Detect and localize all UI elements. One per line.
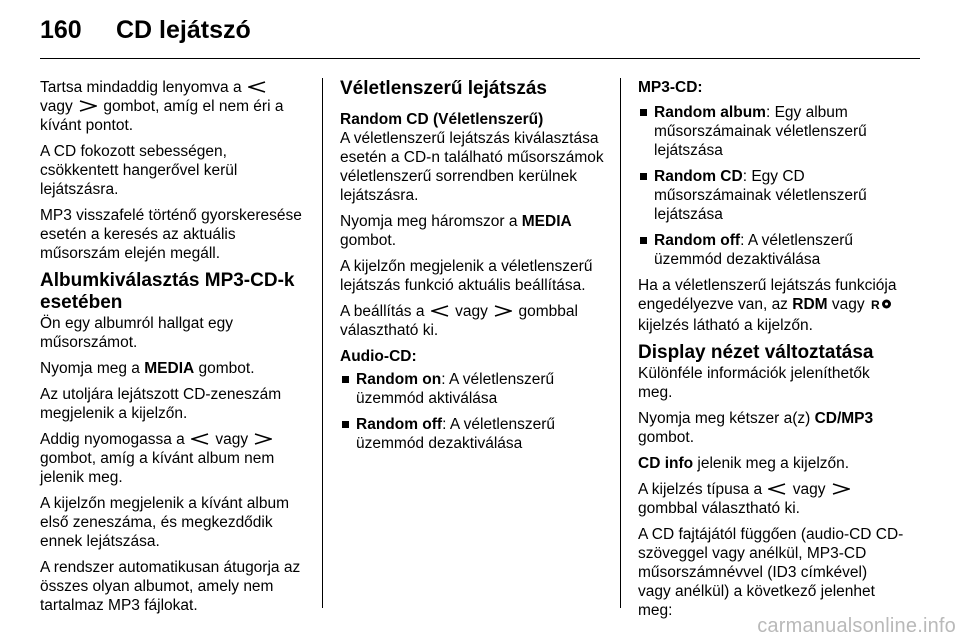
list-item: Random off: A véletlenszerű üzemmód dezaktiválása xyxy=(638,231,904,269)
paragraph: A CD fajtájától függően (audio-CD CD-szöveggel vagy anélkül, MP3-CD műsorszámnévvel (ID3 címkével) vagy anélkül) a következő jelenhet meg: xyxy=(638,526,904,619)
right-triangle-icon xyxy=(254,433,272,445)
bullet-icon xyxy=(640,237,647,244)
right-triangle-icon xyxy=(832,483,850,495)
paragraph: A kijelzőn megjelenik a kívánt album első zeneszáma, és megkezdődik ennek lejátszása. xyxy=(40,495,289,550)
section-heading: Véletlenszerű lejátszás xyxy=(340,78,547,99)
section-heading: Display nézet változtatása xyxy=(638,342,874,363)
paragraph: Ha a véletlenszerű lejátszás funkciója engedélyezve van, az RDM vagy R kijelzés látható a kijelzőn. xyxy=(638,277,897,334)
bullet-icon xyxy=(640,173,647,180)
paragraph: Tartsa mindaddig lenyomva a vagy gombot, amíg el nem éri a kívánt pontot. xyxy=(40,79,284,134)
right-triangle-icon xyxy=(494,305,512,317)
bullet-icon xyxy=(342,421,349,428)
left-triangle-icon xyxy=(248,81,266,93)
column-divider xyxy=(322,78,323,608)
random-symbol-icon xyxy=(871,297,893,316)
list-item: Random off: A véletlenszerű üzemmód dezaktiválása xyxy=(340,415,604,453)
paragraph: A CD fokozott sebességen, csökkentett hangerővel kerül lejátszásra. xyxy=(40,143,238,198)
column-divider xyxy=(620,78,621,608)
column-3 xyxy=(638,78,904,627)
section-heading: Albumkiválasztás MP3-CD-k esetében xyxy=(40,270,295,313)
chapter-title: CD lejátszó xyxy=(116,16,251,44)
paragraph: Az utoljára lejátszott CD-zeneszám megjelenik a kijelzőn. xyxy=(40,386,282,422)
list-item: Random CD: Egy CD műsorszámainak véletlenszerű lejátszása xyxy=(638,167,904,224)
paragraph: A kijelzőn megjelenik a véletlenszerű lejátszás funkció aktuális beállítása. xyxy=(340,258,593,294)
paragraph: A kijelzés típusa a vagy gombbal választható ki. xyxy=(638,480,904,518)
cd-mp3-key-label: CD/MP3 xyxy=(814,410,874,427)
bullet-icon xyxy=(640,109,647,116)
left-triangle-icon xyxy=(431,305,449,317)
column-1 xyxy=(40,78,306,622)
paragraph: Nyomja meg a MEDIA gombot. xyxy=(40,360,255,377)
page-number: 160 xyxy=(40,16,82,44)
paragraph: Addig nyomogassa a vagy gombot, amíg a kívánt album nem jelenik meg. xyxy=(40,431,275,486)
rdm-label: RDM xyxy=(792,296,828,313)
bullet-icon xyxy=(342,376,349,383)
paragraph: A véletlenszerű lejátszás kiválasztása esetén a CD-n található műsorszámok véletlenszerű sorrendben kerülnek lejátszásra. xyxy=(340,130,604,204)
left-triangle-icon xyxy=(768,483,786,495)
paragraph: A beállítás a vagy gombbal választható ki. xyxy=(340,303,578,339)
media-key-label: MEDIA xyxy=(144,360,195,377)
paragraph: A rendszer automatikusan átugorja az összes olyan albumot, amely nem tartalmaz MP3 fájlokat. xyxy=(40,559,301,614)
page-header xyxy=(40,16,251,52)
cd-info-label: CD info xyxy=(638,455,694,472)
right-triangle-icon xyxy=(79,100,97,112)
header-rule xyxy=(40,58,920,59)
paragraph: Különféle információk jeleníthetők meg. xyxy=(638,365,870,401)
subsection-heading: Random CD (Véletlenszerű) xyxy=(340,111,544,128)
audio-cd-label: Audio-CD: xyxy=(340,348,417,365)
list-item: Random on: A véletlenszerű üzemmód aktiválása xyxy=(340,370,604,408)
paragraph: Nyomja meg kétszer a(z) CD/MP3 gombot. xyxy=(638,410,874,446)
paragraph: Ön egy albumról hallgat egy műsorszámot. xyxy=(40,315,234,351)
column-2 xyxy=(340,78,604,460)
paragraph: MP3 visszafelé történő gyorskeresése esetén a keresés az aktuális műsorszám elején megáll. xyxy=(40,207,302,262)
watermark: carmanualsonline.info xyxy=(757,615,956,637)
paragraph: Nyomja meg háromszor a MEDIA gombot. xyxy=(340,213,572,249)
mp3-cd-label: MP3-CD: xyxy=(638,79,703,96)
paragraph: CD info jelenik meg a kijelzőn. xyxy=(638,455,850,472)
svg-text:R: R xyxy=(870,298,880,311)
list-item: Random album: Egy album műsorszámainak véletlenszerű lejátszása xyxy=(638,103,904,160)
left-triangle-icon xyxy=(191,433,209,445)
media-key-label: MEDIA xyxy=(521,213,572,230)
